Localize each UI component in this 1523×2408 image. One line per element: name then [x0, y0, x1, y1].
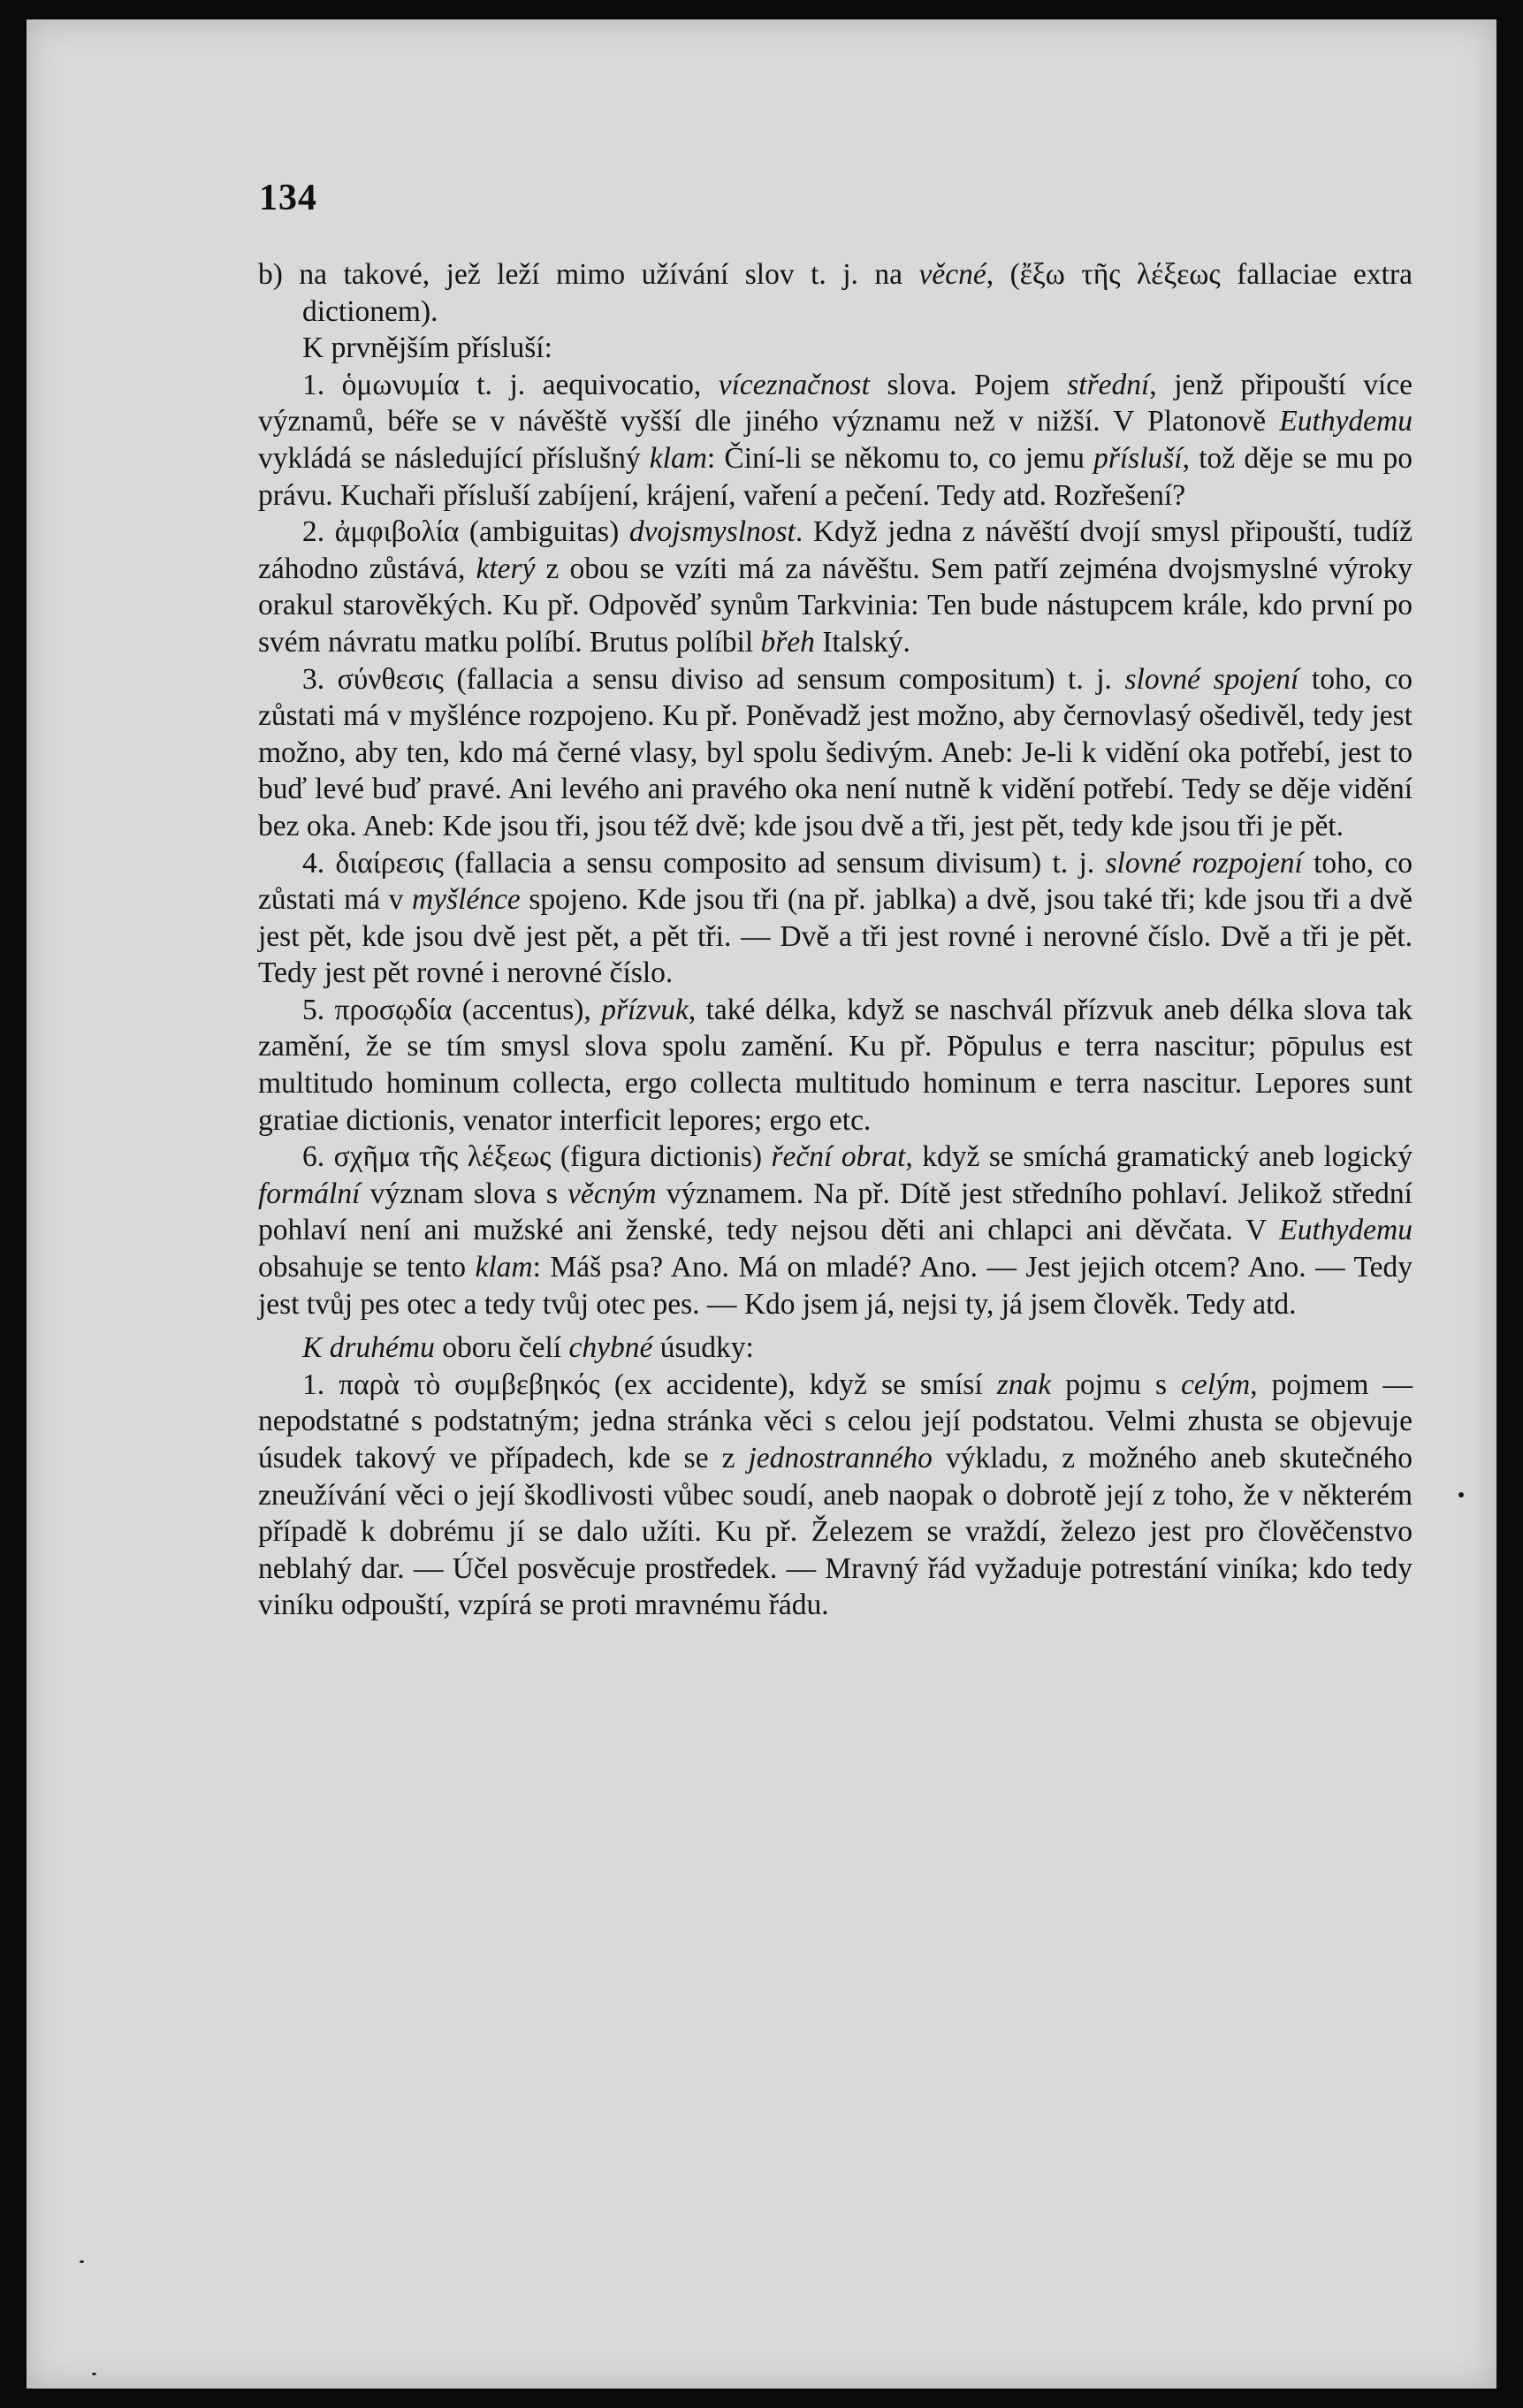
- text-run: K prvnějším přísluší:: [302, 331, 552, 365]
- italic-term: Euthydemu: [1279, 405, 1413, 438]
- text-run: úsudky:: [652, 1331, 754, 1365]
- text-run: b) na takové, jež leží mimo užívání slov t. j. na: [258, 258, 919, 291]
- text-run: , jenž připouští více významů, béře se v návěště vyšší dle jiného významu než v nižší. V Platonově: [258, 368, 1413, 438]
- italic-term: břeh: [760, 625, 815, 659]
- text-run: vykládá se následující příslušný: [258, 441, 650, 475]
- italic-term: slovné spojení: [1124, 662, 1299, 696]
- italic-term: věcné: [918, 258, 986, 291]
- paragraph: [258, 661, 1413, 845]
- text-run: obsahuje se tento: [258, 1251, 476, 1284]
- italic-term: který: [476, 552, 536, 585]
- text-run: význam slova s: [360, 1177, 568, 1210]
- paragraph: [258, 992, 1413, 1139]
- section-heading: [258, 1330, 1413, 1367]
- text-run: : Činí-li se někomu to, co jemu: [706, 441, 1094, 475]
- text-run: z obou se vzíti má za návěštu. Sem patří zejména dvojsmyslné výroky orakul starověkých. Ku př. Odpověď synům Tarkvinia: Ten bude nástupcem krále, kdo první po svém návratu matku políbí. Brutus políbil: [258, 552, 1413, 659]
- text-run: oboru čelí: [434, 1331, 569, 1365]
- italic-term: jednostranného: [748, 1442, 933, 1475]
- paragraph: [258, 1367, 1413, 1624]
- text-run: slova. Pojem: [869, 368, 1068, 401]
- text-run: 5. προσῳδία (accentus),: [302, 993, 602, 1026]
- italic-term: znak: [996, 1368, 1052, 1401]
- paragraph: [258, 367, 1413, 514]
- italic-term: slovné rozpojení: [1105, 846, 1303, 880]
- ink-speck: [80, 2260, 84, 2263]
- paragraph: [258, 514, 1413, 660]
- text-run: , (ἔξω τῆς λέξεως fallaciae extra dictionem).: [302, 258, 1413, 328]
- text-run: . Když jedna z návěští dvojí smysl připouští, tudíž záhodno zůstává,: [258, 515, 1413, 585]
- text-run: 3. σύνθεσις (fallacia a sensu diviso ad sensum compositum) t. j.: [302, 662, 1125, 696]
- page-number: 134: [259, 178, 317, 218]
- paragraph: [258, 1139, 1413, 1322]
- text-run: spojeno. Kde jsou tři (na př. jablka) a dvě, jsou také tři; kde jsou tři a dvě jest pět, kde jsou dvě jest pět, a pět tři. — Dvě a tři jest rovné i nerovné číslo. Dvě a tři je pět. Tedy jest pět rovné i nerovné číslo.: [258, 883, 1413, 990]
- body-text: [258, 256, 1413, 1624]
- text-run: 2. ἀμφιβολία (ambiguitas): [302, 515, 629, 549]
- text-run: Italský.: [814, 625, 910, 659]
- text-run: , tož děje se mu po právu. Kuchaři přísluší zabíjení, krájení, vaření a pečení. Tedy atd. Rozřešení?: [258, 441, 1413, 512]
- text-run: pojmu s: [1051, 1368, 1182, 1401]
- text-run: toho, co zůstati má v: [258, 846, 1413, 917]
- book-page: [27, 19, 1496, 2389]
- italic-term: víceznačnost: [718, 368, 870, 401]
- italic-term: řeční obrat: [771, 1140, 906, 1174]
- paragraph: [258, 845, 1413, 992]
- italic-term: dvojsmyslnost: [628, 515, 796, 549]
- italic-term: formální: [258, 1177, 361, 1210]
- italic-term: klam: [649, 441, 707, 475]
- italic-term: klam: [475, 1251, 533, 1284]
- text-run: významem. Na př. Dítě jest středního pohlaví. Jelikož střední pohlaví není ani mužské ani ženské, tedy nejsou děti ani chlapci ani děvčata. V: [258, 1177, 1413, 1247]
- italic-term: střední: [1067, 368, 1150, 401]
- italic-term: přísluší: [1093, 441, 1183, 475]
- italic-term: chybné: [568, 1331, 653, 1365]
- italic-term: myšlénce: [412, 883, 521, 917]
- text-run: : Máš psa? Ano. Má on mladé? Ano. — Jest jejich otcem? Ano. — Tedy jest tvůj pes otec a tedy tvůj otec pes. — Kdo jsem já, nejsi ty, já jsem člověk. Tedy atd.: [258, 1251, 1413, 1321]
- italic-term: přízvuk: [601, 993, 689, 1026]
- italic-term: Euthydemu: [1279, 1214, 1413, 1247]
- text-run: toho, co zůstati má v myšlénce rozpojeno. Ku př. Poněvadž jest možno, aby černovlasý ošedivěl, tedy jest možno, aby ten, kdo má černé vlasy, byl spolu šedivým. Aneb: Je-li k vidění oka potřebí, jest to buď levé buď pravé. Ani levého ani pravého oka není nutně k vidění potřebí. Tedy se děje vidění bez oka. Aneb: Kde jsou tři, jsou též dvě; kde jsou dvě a tři, jest pět, tedy kde jsou tři je pět.: [258, 662, 1413, 842]
- text-run: výkladu, z možného aneb skutečného zneužívání věci o její škodlivosti vůbec soudí, aneb naopak o dobrotě její z toho, že v některém případě k dobrému jí se dalo užíti. Ku př. Železem se vraždí, železo jest pro člověčenstvo neblahý dar. — Účel posvěcuje prostředek. — Mravný řád vyžaduje potrestání viníka; kdo tedy viníku odpouští, vzpírá se proti mravnému řádu.: [258, 1442, 1413, 1622]
- text-run: 1. ὁμωνυμία t. j. aequivocatio,: [302, 368, 719, 401]
- paragraph: [258, 256, 1413, 330]
- text-run: 6. σχῆμα τῆς λέξεως (figura dictionis): [302, 1140, 772, 1174]
- text-run: , také délka, když se naschvál přízvuk aneb délka slova tak zamění, že se tím smysl slova spolu zamění. Ku př. Pŏpulus e terra nascitur; pōpulus est multitudo hominum collecta, ergo collecta multitudo hominum e terra nascitur. Lepores sunt gratiae dictionis, venator interficit lepores; ergo etc.: [258, 993, 1413, 1137]
- text-run: , pojmem — nepodstatné s podstatným; jedna stránka věci s celou její podstatou. Velmi zhusta se objevuje úsudek takový ve případech, kde se z: [258, 1368, 1413, 1475]
- italic-term: K druhému: [302, 1331, 435, 1365]
- paragraph: [258, 330, 1413, 367]
- ink-speck: [92, 2373, 96, 2375]
- ink-speck: [1458, 1492, 1464, 1497]
- text-run: 1. παρὰ τὸ συμβεβηκός (ex accidente), když se smísí: [302, 1368, 997, 1401]
- text-run: , když se smíchá gramatický aneb logický: [905, 1140, 1413, 1174]
- italic-term: věcným: [567, 1177, 657, 1210]
- italic-term: celým: [1181, 1368, 1251, 1401]
- text-run: 4. διαίρεσις (fallacia a sensu composito ad sensum divisum) t. j.: [302, 846, 1106, 880]
